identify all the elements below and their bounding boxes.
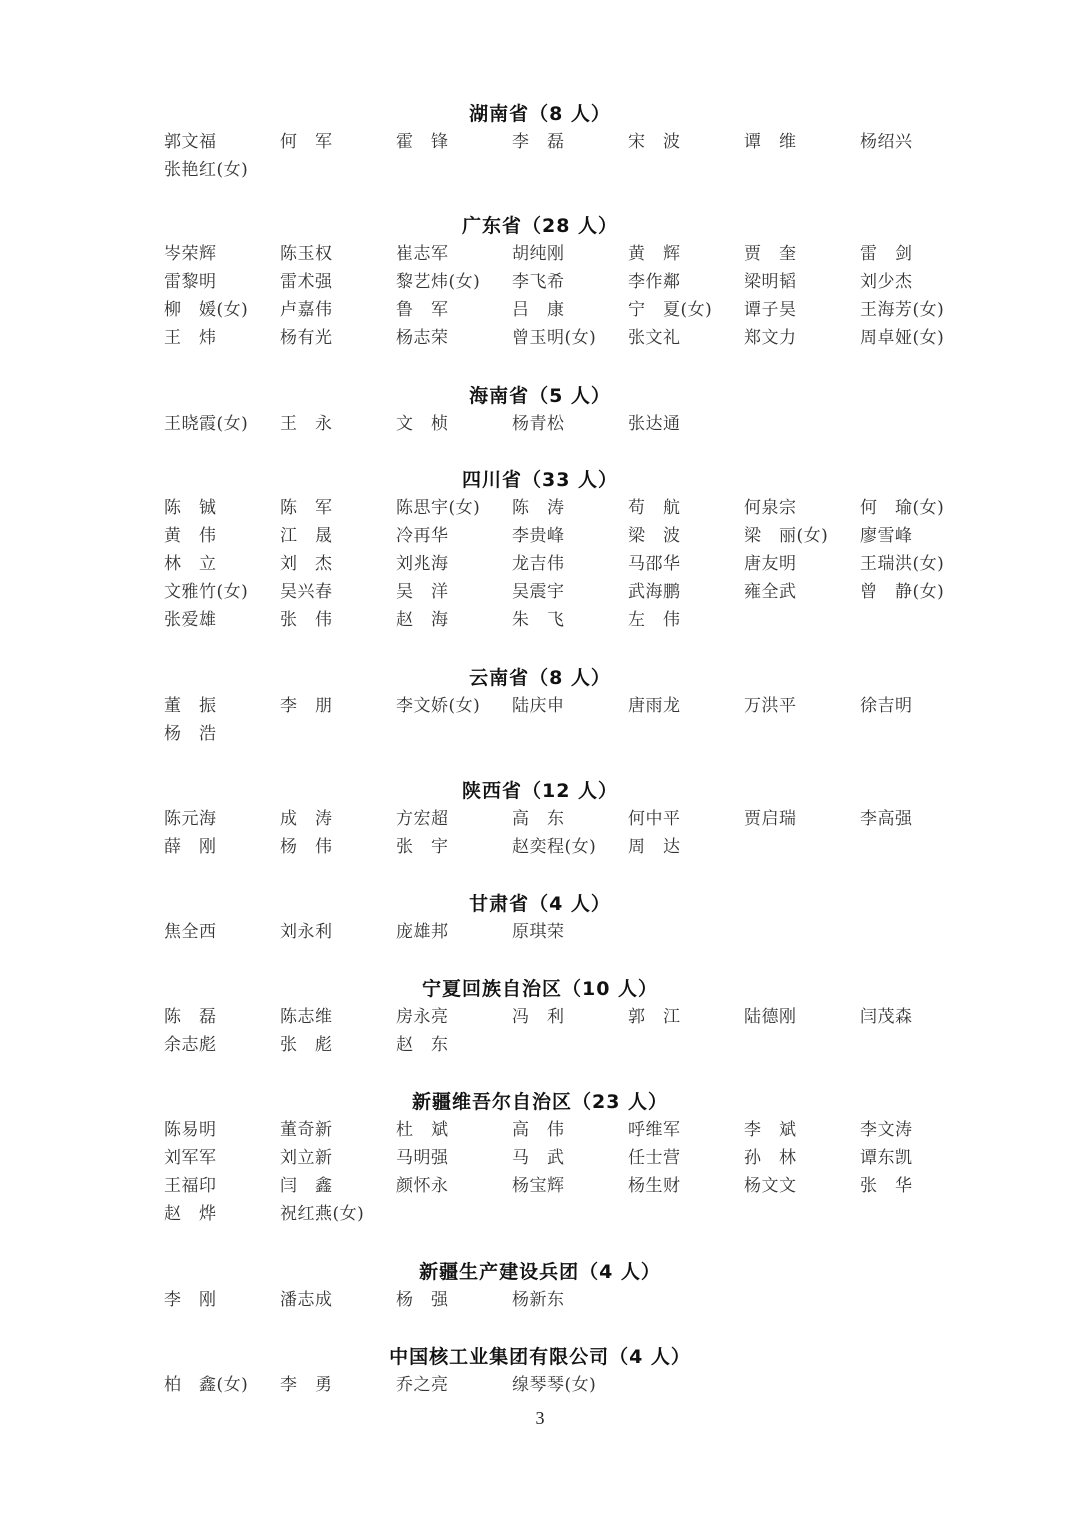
person-name: 刘立新 bbox=[280, 1148, 333, 1168]
person-name: 李文娇(女) bbox=[396, 696, 481, 716]
section-heading: 陕西省（12 人） bbox=[461, 780, 619, 802]
person-name: 王晓霞(女) bbox=[164, 414, 249, 434]
person-name: 雷 剑 bbox=[860, 244, 913, 264]
person-name: 左 伟 bbox=[628, 610, 681, 630]
person-name: 杨 强 bbox=[396, 1290, 449, 1310]
person-name: 刘 杰 bbox=[280, 554, 333, 574]
person-name: 杨有光 bbox=[280, 328, 333, 348]
person-name: 廖雪峰 bbox=[860, 526, 913, 546]
person-name: 梁 波 bbox=[628, 526, 681, 546]
person-name: 闫茂森 bbox=[860, 1007, 913, 1027]
person-name: 何 瑜(女) bbox=[860, 498, 945, 518]
person-name: 曾玉明(女) bbox=[512, 328, 597, 348]
person-name: 李高强 bbox=[860, 809, 913, 829]
person-name: 陈志维 bbox=[280, 1007, 333, 1027]
person-name: 陈易明 bbox=[164, 1120, 217, 1140]
person-name: 乔之亮 bbox=[396, 1375, 449, 1395]
person-name: 赵 东 bbox=[396, 1035, 449, 1055]
section-heading: 新疆维吾尔自治区（23 人） bbox=[411, 1091, 669, 1113]
person-name: 鲁 军 bbox=[396, 300, 449, 320]
person-name: 梁 丽(女) bbox=[744, 526, 829, 546]
person-name: 余志彪 bbox=[164, 1035, 217, 1055]
person-name: 孙 林 bbox=[744, 1148, 797, 1168]
person-name: 张 华 bbox=[860, 1176, 913, 1196]
person-name: 何泉宗 bbox=[744, 498, 797, 518]
person-name: 雷黎明 bbox=[164, 272, 217, 292]
person-name: 陈 涛 bbox=[512, 498, 565, 518]
person-name: 杨生财 bbox=[628, 1176, 681, 1196]
person-name: 薛 刚 bbox=[164, 837, 217, 857]
person-name: 谭东凯 bbox=[860, 1148, 913, 1168]
section-heading: 新疆生产建设兵团（4 人） bbox=[419, 1261, 661, 1283]
person-name: 赵奕程(女) bbox=[512, 837, 597, 857]
person-name: 陈元海 bbox=[164, 809, 217, 829]
person-name: 雷术强 bbox=[280, 272, 333, 292]
person-name: 陈 铖 bbox=[164, 498, 217, 518]
person-name: 武海鹏 bbox=[628, 582, 681, 602]
person-name: 杨青松 bbox=[512, 414, 565, 434]
person-name: 陈思宇(女) bbox=[396, 498, 481, 518]
person-name: 杨宝辉 bbox=[512, 1176, 565, 1196]
person-name: 柳 媛(女) bbox=[164, 300, 249, 320]
person-name: 董 振 bbox=[164, 696, 217, 716]
person-name: 卢嘉伟 bbox=[280, 300, 333, 320]
person-name: 赵 海 bbox=[396, 610, 449, 630]
section-heading: 甘肃省（4 人） bbox=[469, 893, 611, 915]
person-name: 焦全西 bbox=[164, 922, 217, 942]
section-heading: 四川省（33 人） bbox=[461, 469, 619, 491]
person-name: 杨新东 bbox=[512, 1290, 565, 1310]
person-name: 陈 磊 bbox=[164, 1007, 217, 1027]
person-name: 郭文福 bbox=[164, 132, 217, 152]
person-name: 吴震宇 bbox=[512, 582, 565, 602]
person-name: 闫 鑫 bbox=[280, 1176, 333, 1196]
person-name: 李 朋 bbox=[280, 696, 333, 716]
person-name: 李贵峰 bbox=[512, 526, 565, 546]
page-number: 3 bbox=[535, 1408, 545, 1428]
person-name: 吴兴春 bbox=[280, 582, 333, 602]
person-name: 颜怀永 bbox=[396, 1176, 449, 1196]
section-heading: 广东省（28 人） bbox=[461, 215, 619, 237]
person-name: 张艳红(女) bbox=[164, 160, 249, 180]
person-name: 王 炜 bbox=[164, 328, 217, 348]
section-heading: 湖南省（8 人） bbox=[469, 103, 611, 125]
person-name: 宁 夏(女) bbox=[628, 300, 713, 320]
person-name: 龙吉伟 bbox=[512, 554, 565, 574]
person-name: 黎艺炜(女) bbox=[396, 272, 481, 292]
person-name: 王福印 bbox=[164, 1176, 217, 1196]
person-name: 马明强 bbox=[396, 1148, 449, 1168]
person-name: 高 东 bbox=[512, 809, 565, 829]
person-name: 宋 波 bbox=[628, 132, 681, 152]
person-name: 谭 维 bbox=[744, 132, 797, 152]
section-heading: 中国核工业集团有限公司（4 人） bbox=[389, 1346, 691, 1368]
person-name: 张 彪 bbox=[280, 1035, 333, 1055]
person-name: 赵 烨 bbox=[164, 1204, 217, 1224]
person-name: 杨绍兴 bbox=[860, 132, 913, 152]
person-name: 李 勇 bbox=[280, 1375, 333, 1395]
person-name: 霍 锋 bbox=[396, 132, 449, 152]
person-name: 李 磊 bbox=[512, 132, 565, 152]
person-name: 文 桢 bbox=[396, 414, 449, 434]
person-name: 吴 洋 bbox=[396, 582, 449, 602]
person-name: 唐雨龙 bbox=[628, 696, 681, 716]
person-name: 林 立 bbox=[164, 554, 217, 574]
person-name: 谭子昊 bbox=[744, 300, 797, 320]
person-name: 刘少杰 bbox=[860, 272, 913, 292]
person-name: 杨 浩 bbox=[164, 724, 217, 744]
person-name: 郑文力 bbox=[744, 328, 797, 348]
person-name: 陆庆申 bbox=[512, 696, 565, 716]
person-name: 王海芳(女) bbox=[860, 300, 945, 320]
person-name: 贾启瑞 bbox=[744, 809, 797, 829]
person-name: 冯 利 bbox=[512, 1007, 565, 1027]
person-name: 王瑞洪(女) bbox=[860, 554, 945, 574]
person-name: 陈玉权 bbox=[280, 244, 333, 264]
person-name: 张爱雄 bbox=[164, 610, 217, 630]
person-name: 黄 辉 bbox=[628, 244, 681, 264]
person-name: 张 伟 bbox=[280, 610, 333, 630]
person-name: 王 永 bbox=[280, 414, 333, 434]
person-name: 贾 奎 bbox=[744, 244, 797, 264]
person-name: 马邵华 bbox=[628, 554, 681, 574]
person-name: 陈 军 bbox=[280, 498, 333, 518]
person-name: 缐琴琴(女) bbox=[512, 1375, 597, 1395]
person-name: 何 军 bbox=[280, 132, 333, 152]
person-name: 原琪荣 bbox=[512, 922, 565, 942]
person-name: 成 涛 bbox=[280, 809, 333, 829]
person-name: 马 武 bbox=[512, 1148, 565, 1168]
person-name: 李 刚 bbox=[164, 1290, 217, 1310]
person-name: 杨 伟 bbox=[280, 837, 333, 857]
person-name: 潘志成 bbox=[280, 1290, 333, 1310]
person-name: 周 达 bbox=[628, 837, 681, 857]
person-name: 雍全武 bbox=[744, 582, 797, 602]
person-name: 庞雄邦 bbox=[396, 922, 449, 942]
person-name: 何中平 bbox=[628, 809, 681, 829]
person-name: 岑荣辉 bbox=[164, 244, 217, 264]
person-name: 刘兆海 bbox=[396, 554, 449, 574]
person-name: 呼维军 bbox=[628, 1120, 681, 1140]
person-name: 柏 鑫(女) bbox=[164, 1375, 249, 1395]
person-name: 任士营 bbox=[628, 1148, 681, 1168]
person-name: 高 伟 bbox=[512, 1120, 565, 1140]
person-name: 文雅竹(女) bbox=[164, 582, 249, 602]
person-name: 杨志荣 bbox=[396, 328, 449, 348]
person-name: 董奇新 bbox=[280, 1120, 333, 1140]
person-name: 胡纯刚 bbox=[512, 244, 565, 264]
person-name: 江 晟 bbox=[280, 526, 333, 546]
person-name: 杨文文 bbox=[744, 1176, 797, 1196]
person-name: 万洪平 bbox=[744, 696, 797, 716]
section-heading: 海南省（5 人） bbox=[469, 385, 611, 407]
person-name: 李文涛 bbox=[860, 1120, 913, 1140]
person-name: 张文礼 bbox=[628, 328, 681, 348]
person-name: 郭 江 bbox=[628, 1007, 681, 1027]
person-name: 祝红燕(女) bbox=[280, 1204, 365, 1224]
person-name: 冷再华 bbox=[396, 526, 449, 546]
person-name: 刘永利 bbox=[280, 922, 333, 942]
person-name: 刘军军 bbox=[164, 1148, 217, 1168]
person-name: 苟 航 bbox=[628, 498, 681, 518]
person-name: 房永亮 bbox=[396, 1007, 449, 1027]
person-name: 李作鄰 bbox=[628, 272, 681, 292]
person-name: 崔志军 bbox=[396, 244, 449, 264]
section-heading: 云南省（8 人） bbox=[469, 667, 611, 689]
person-name: 朱 飞 bbox=[512, 610, 565, 630]
person-name: 杜 斌 bbox=[396, 1120, 449, 1140]
person-name: 方宏超 bbox=[396, 809, 449, 829]
person-name: 曾 静(女) bbox=[860, 582, 945, 602]
person-name: 陆德刚 bbox=[744, 1007, 797, 1027]
person-name: 吕 康 bbox=[512, 300, 565, 320]
person-name: 梁明韬 bbox=[744, 272, 797, 292]
person-name: 张达通 bbox=[628, 414, 681, 434]
person-name: 周卓娅(女) bbox=[860, 328, 945, 348]
person-name: 徐吉明 bbox=[860, 696, 913, 716]
section-heading: 宁夏回族自治区（10 人） bbox=[421, 978, 659, 1000]
person-name: 黄 伟 bbox=[164, 526, 217, 546]
person-name: 李飞希 bbox=[512, 272, 565, 292]
person-name: 张 宇 bbox=[396, 837, 449, 857]
person-name: 唐友明 bbox=[744, 554, 797, 574]
person-name: 李 斌 bbox=[744, 1120, 797, 1140]
